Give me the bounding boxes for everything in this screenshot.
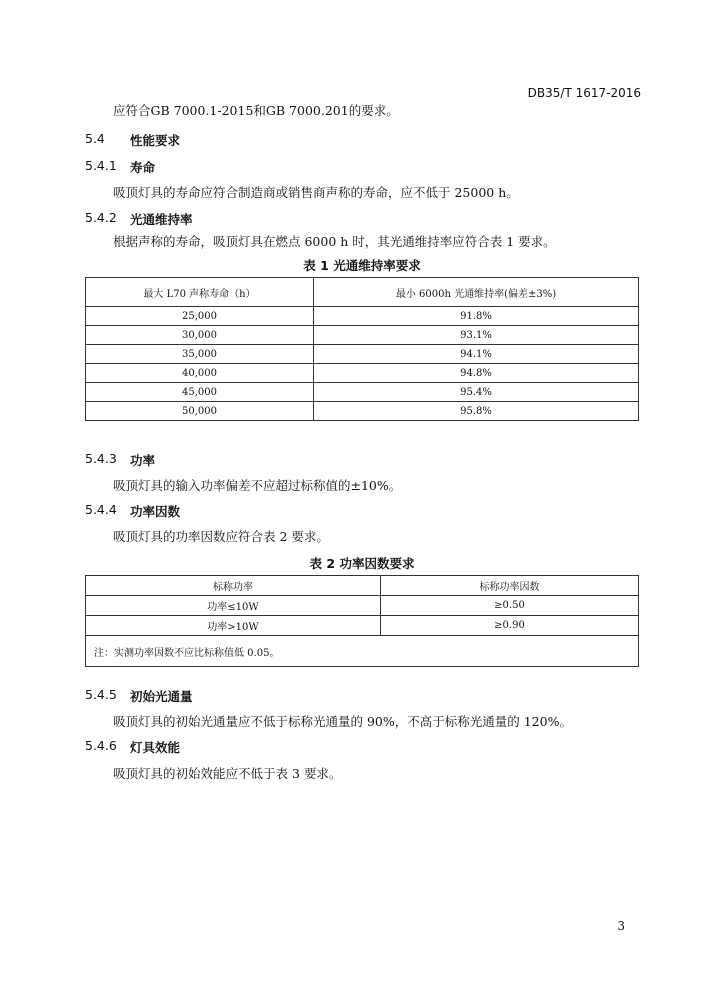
table1-header-maintenance: 最小 6000h 光通维持率(偏差±3%) [314, 278, 639, 307]
table2-cell-power: 功率>10W [86, 616, 381, 636]
table1-header-lifetime: 最大 L70 声称寿命（h） [86, 278, 314, 307]
table2-caption: 表 2 功率因数要求 [309, 556, 415, 571]
table2-note: 注：实测功率因数不应比标称值低 0.05。 [86, 636, 639, 667]
table2-cell-power: 功率≤10W [86, 596, 381, 616]
table-row [86, 616, 639, 636]
table-row [86, 326, 639, 345]
section-number-5-4-4: 5.4.4 [85, 502, 117, 517]
section-number-5-4-3: 5.4.3 [85, 451, 117, 466]
section-title-5-4-2: 光通维持率 [130, 212, 193, 227]
table1-cell-maintenance: 93.1% [314, 326, 639, 345]
table-row [86, 596, 639, 616]
section-body-5-4-2: 根据声称的寿命，吸顶灯具在燃点 6000 h 时，其光通维持率应符合表 1 要求。 [113, 234, 556, 249]
table1-cell-lifetime: 25,000 [86, 307, 314, 326]
table-row [86, 364, 639, 383]
section-title-5-4-4: 功率因数 [130, 504, 181, 519]
table1-caption: 表 1 光通维持率要求 [303, 258, 421, 273]
section-number-5-4: 5.4 [85, 131, 105, 146]
table2-header-power: 标称功率 [86, 576, 381, 596]
document-id: DB35/T 1617-2016 [527, 86, 641, 100]
intro-line: 应符合GB 7000.1-2015和GB 7000.201的要求。 [113, 103, 399, 118]
section-number-5-4-2: 5.4.2 [85, 210, 117, 225]
table-row [86, 307, 639, 326]
section-body-5-4-3: 吸顶灯具的输入功率偏差不应超过标称值的±10%。 [113, 478, 402, 493]
table-row [86, 345, 639, 364]
table1-cell-lifetime: 40,000 [86, 364, 314, 383]
table2 [85, 575, 639, 667]
table1-cell-maintenance: 94.1% [314, 345, 639, 364]
section-number-5-4-5: 5.4.5 [85, 687, 117, 702]
table-note-row [86, 636, 639, 667]
section-number-5-4-6: 5.4.6 [85, 738, 117, 753]
section-body-5-4-4: 吸顶灯具的功率因数应符合表 2 要求。 [113, 529, 329, 544]
section-title-5-4-1: 寿命 [130, 160, 156, 175]
table1-cell-lifetime: 30,000 [86, 326, 314, 345]
table-row [86, 402, 639, 421]
page-number: 3 [617, 919, 625, 933]
section-body-5-4-5: 吸顶灯具的初始光通量应不低于标称光通量的 90%，不高于标称光通量的 120%。 [113, 714, 572, 729]
section-number-5-4-1: 5.4.1 [85, 158, 117, 173]
section-title-5-4-5: 初始光通量 [130, 689, 193, 704]
section-title-5-4-3: 功率 [130, 453, 156, 468]
table2-cell-power-factor: ≥0.90 [381, 616, 639, 636]
section-title-5-4-6: 灯具效能 [130, 740, 181, 755]
table1-cell-maintenance: 94.8% [314, 364, 639, 383]
table1-cell-lifetime: 45,000 [86, 383, 314, 402]
table-row [86, 383, 639, 402]
table1-cell-maintenance: 95.4% [314, 383, 639, 402]
table2-cell-power-factor: ≥0.50 [381, 596, 639, 616]
table1-cell-lifetime: 50,000 [86, 402, 314, 421]
section-body-5-4-1: 吸顶灯具的寿命应符合制造商或销售商声称的寿命，应不低于 25000 h。 [113, 185, 519, 200]
table1-cell-maintenance: 91.8% [314, 307, 639, 326]
table2-header-power-factor: 标称功率因数 [381, 576, 639, 596]
section-title-5-4: 性能要求 [130, 133, 181, 148]
section-body-5-4-6: 吸顶灯具的初始效能应不低于表 3 要求。 [113, 766, 342, 781]
table1 [85, 277, 639, 421]
table1-cell-lifetime: 35,000 [86, 345, 314, 364]
table1-cell-maintenance: 95.8% [314, 402, 639, 421]
